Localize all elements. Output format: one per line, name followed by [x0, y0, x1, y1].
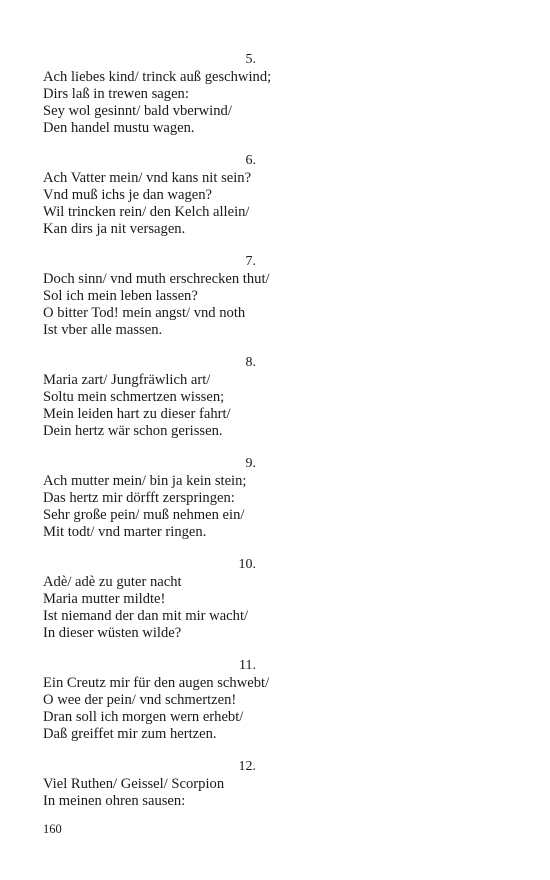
- stanza-number: 8.: [245, 355, 256, 370]
- verse-line: Maria zart/ Jungfräwlich art/: [43, 372, 211, 388]
- verse-line: Vnd muß ichs je dan wagen?: [43, 187, 212, 203]
- verse-line: Mein leiden hart zu dieser fahrt/: [43, 406, 231, 422]
- verse-line: In dieser wüsten wilde?: [43, 625, 182, 641]
- verse-line: In meinen ohren sausen:: [43, 793, 186, 809]
- verse-line: Doch sinn/ vnd muth erschrecken thut/: [43, 271, 270, 287]
- verse-line: Ist niemand der dan mit mir wacht/: [43, 608, 249, 624]
- verse-line: Ach mutter mein/ bin ja kein stein;: [43, 473, 247, 489]
- verse-line: Sey wol gesinnt/ bald vberwind/: [43, 103, 232, 119]
- verse-line: Kan dirs ja nit versagen.: [43, 221, 186, 237]
- stanza-number: 12.: [238, 759, 256, 774]
- verse-line: Ach Vatter mein/ vnd kans nit sein?: [43, 170, 252, 186]
- verse-line: O bitter Tod! mein angst/ vnd noth: [43, 305, 246, 321]
- verse-line: Ist vber alle massen.: [43, 322, 163, 338]
- stanza-number: 6.: [245, 153, 256, 168]
- verse-line: Das hertz mir dörfft zerspringen:: [43, 490, 235, 506]
- verse-line: Dran soll ich morgen wern erhebt/: [43, 709, 244, 725]
- stanza-number: 5.: [245, 52, 256, 67]
- verse-line: Maria mutter mildte!: [43, 591, 166, 607]
- verse-line: Sehr große pein/ muß nehmen ein/: [43, 507, 245, 523]
- verse-line: Ach liebes kind/ trinck auß geschwind;: [43, 69, 272, 85]
- verse-line: Soltu mein schmertzen wissen;: [43, 389, 225, 405]
- verse-line: Wil trincken rein/ den Kelch allein/: [43, 204, 250, 220]
- stanza-number: 9.: [245, 456, 256, 471]
- verse-line: Dirs laß in trewen sagen:: [43, 86, 189, 102]
- verse-line: Adè/ adè zu guter nacht: [43, 574, 182, 590]
- stanza-number: 11.: [239, 658, 256, 673]
- verse-line: Daß greiffet mir zum hertzen.: [43, 726, 217, 742]
- verse-line: Dein hertz wär schon gerissen.: [43, 423, 223, 439]
- verse-line: O wee der pein/ vnd schmertzen!: [43, 692, 237, 708]
- verse-line: Sol ich mein leben lassen?: [43, 288, 198, 304]
- verse-line: Den handel mustu wagen.: [43, 120, 195, 136]
- verse-line: Mit todt/ vnd marter ringen.: [43, 524, 207, 540]
- stanza-number: 7.: [245, 254, 256, 269]
- verse-line: Viel Ruthen/ Geissel/ Scorpion: [43, 776, 225, 792]
- page-number: 160: [43, 822, 62, 836]
- verse-line: Ein Creutz mir für den augen schwebt/: [43, 675, 270, 691]
- stanza-number: 10.: [238, 557, 256, 572]
